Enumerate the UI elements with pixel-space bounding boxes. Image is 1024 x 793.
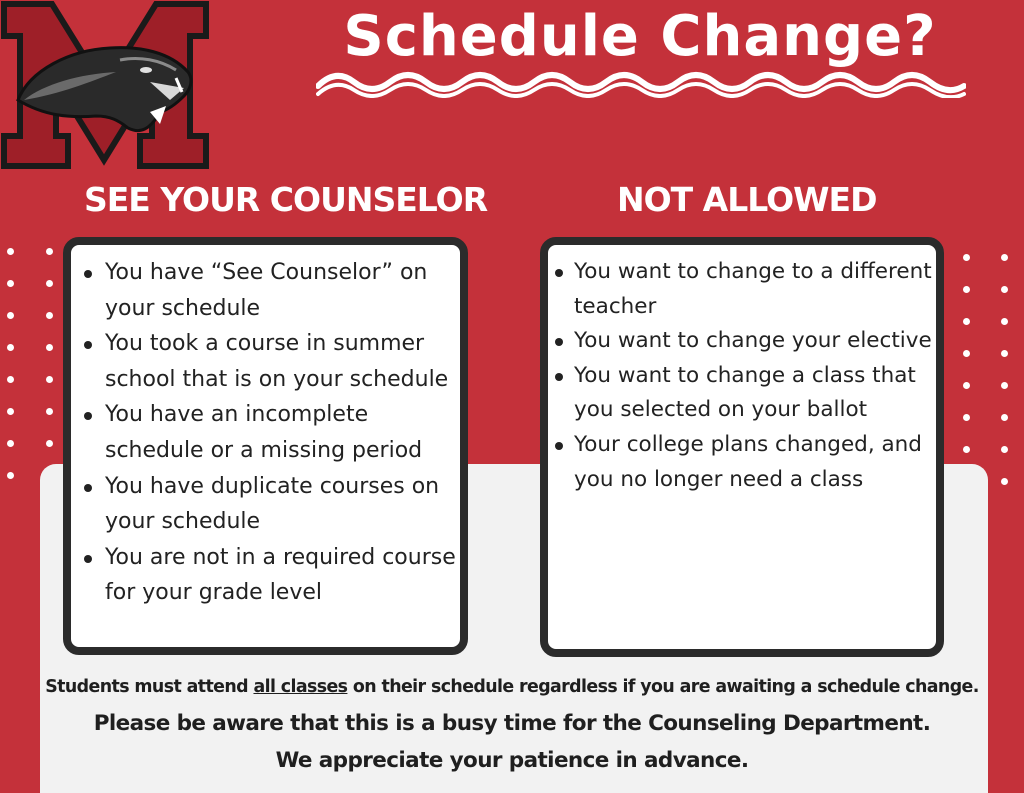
see-counselor-heading: SEE YOUR COUNSELOR [84,180,488,219]
attendance-notice-start: Students must attend [45,677,254,697]
list-item: You have “See Counselor” on your schedule [105,255,460,326]
list-item: You took a course in summer school that is on your schedule [105,326,460,397]
list-item: You have duplicate courses on your schedule [105,469,460,540]
see-counselor-card [63,237,468,655]
patience-notice: We appreciate your patience in advance. [275,748,749,773]
school-logo [0,0,210,175]
list-item: You want to change to a different teacher [574,255,936,324]
busy-time-notice: Please be aware that this is a busy time for the Counseling Department. [93,711,931,736]
see-counselor-list [71,245,460,611]
not-allowed-card [540,237,944,657]
page-title: Schedule Change? [343,4,937,69]
list-item: Your college plans changed, and you no longer need a class [574,428,936,497]
list-item: You have an incomplete schedule or a missing period [105,397,460,468]
list-item: You want to change a class that you selected on your ballot [574,359,936,428]
not-allowed-heading: NOT ALLOWED [617,180,877,219]
attendance-notice [0,674,1024,700]
not-allowed-list [548,245,936,497]
attendance-notice-end: on their schedule regardless if you are awaiting a schedule change. [347,677,979,697]
all-classes-emphasis: all classes [253,677,348,697]
list-item: You are not in a required course for your grade level [105,540,460,611]
list-item: You want to change your elective [574,324,936,359]
wave-divider [316,64,966,98]
